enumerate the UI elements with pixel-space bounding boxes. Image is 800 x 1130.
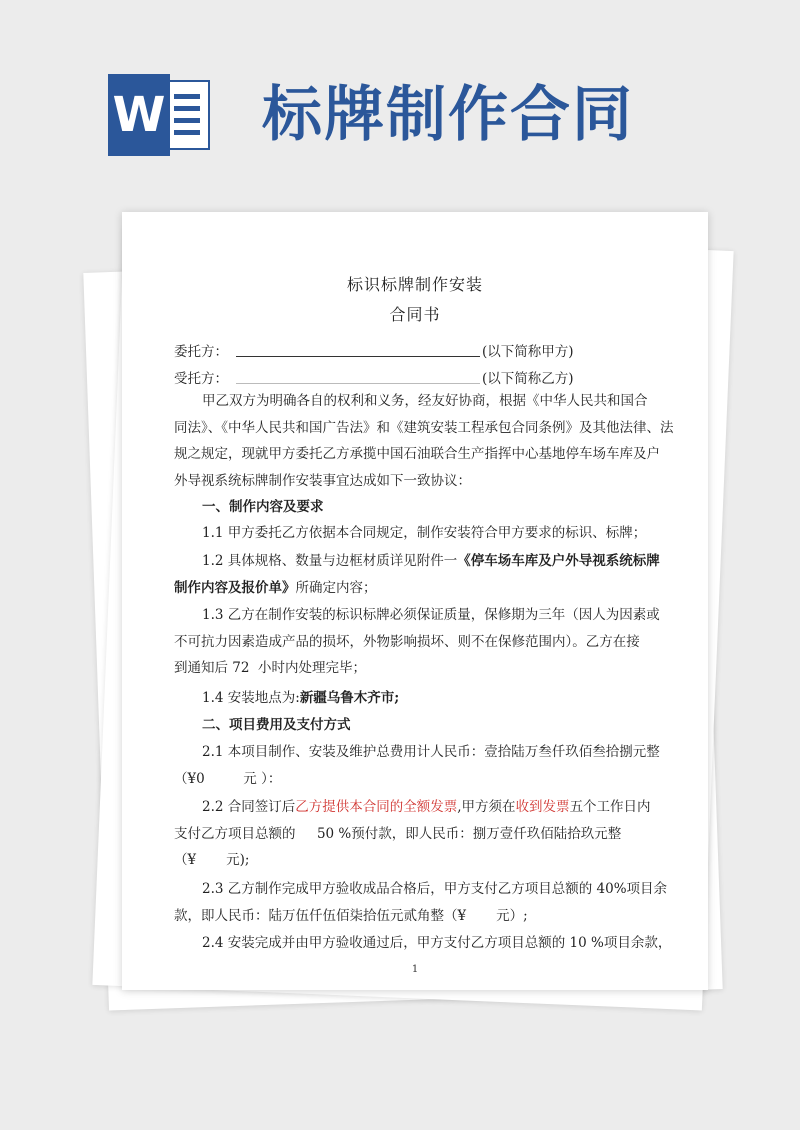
clause-2-1: 2.1 本项目制作、安装及维护总费用计人民币：壹拾陆万叁仟玖佰叁拾捌元整 （¥0 元 ）：	[174, 744, 660, 787]
party-a-label: 委托方：	[174, 344, 228, 360]
intro-line: 同法》、《中华人民共和国广告法》和《建筑安装工程承包合同条例》及其他法律、法	[174, 419, 674, 436]
document-title: 标识标牌制作安装	[346, 275, 483, 294]
banner	[0, 0, 800, 200]
page-number: 1	[411, 964, 419, 975]
party-b-label: 受托方：	[174, 371, 228, 387]
clause-1-2: 1.2 具体规格、数量与边框材质详见附件一《停车场车库及户外导视系统标牌 制作内容及报价单》所确定内容；	[174, 553, 660, 596]
clause-1-3: 1.3 乙方在制作安装的标识标牌必须保证质量，保修期为三年（因人为因素或 不可抗力因素造成产品的损坏，外物影响损坏、则不在保修范围内）。乙方在接 到通知后 72 小时内处理完毕；	[174, 607, 660, 676]
document-page	[122, 212, 708, 990]
party-a-field	[236, 340, 480, 357]
party-a-note: (以下简称甲方)	[482, 344, 574, 360]
intro-line: 规之规定，现就甲方委托乙方承揽中国石油联合生产指挥中心基地停车场车库及户	[174, 446, 660, 462]
party-b-field	[236, 367, 480, 384]
document-subtitle: 合同书	[389, 305, 441, 324]
banner-title: 标牌制作合同	[262, 80, 634, 150]
clause-2-2: 2.2 合同签订后乙方提供本合同的全额发票,甲方须在收到发票五个工作日内 支付乙方项目总额的 50 %预付款，即人民币：捌万壹仟玖佰陆拾玖元整 （¥ 元);	[174, 799, 651, 868]
clause-2-3: 2.3 乙方制作完成甲方验收成品合格后，甲方支付乙方项目总额的 40%项目余 款，即人民币：陆万伍仟伍佰柒拾伍元贰角整（¥ 元）;	[174, 881, 668, 924]
intro-line: 外导视系统标牌制作安装事宜达成如下一致协议：	[174, 472, 471, 489]
intro-line: 甲乙双方为明确各自的权利和义务，经友好协商，根据《中华人民共和国合	[202, 393, 648, 409]
word-document-icon	[108, 74, 212, 156]
clause-1-1: 1.1 甲方委托乙方依据本合同规定，制作安装符合甲方要求的标识、标牌；	[202, 525, 647, 541]
intro-paragraph	[174, 388, 674, 494]
section-2-heading: 二、项目费用及支付方式	[202, 717, 351, 733]
party-b-note: (以下简称乙方)	[482, 371, 574, 387]
word-badge-icon: W	[108, 74, 170, 156]
section-1-heading: 一、制作内容及要求	[202, 499, 324, 515]
clause-2-4: 2.4 安装完成并由甲方验收通过后，甲方支付乙方项目总额的 10 %项目余款，	[202, 935, 672, 951]
clause-1-4: 1.4 安装地点为:新疆乌鲁木齐市;	[202, 690, 400, 706]
